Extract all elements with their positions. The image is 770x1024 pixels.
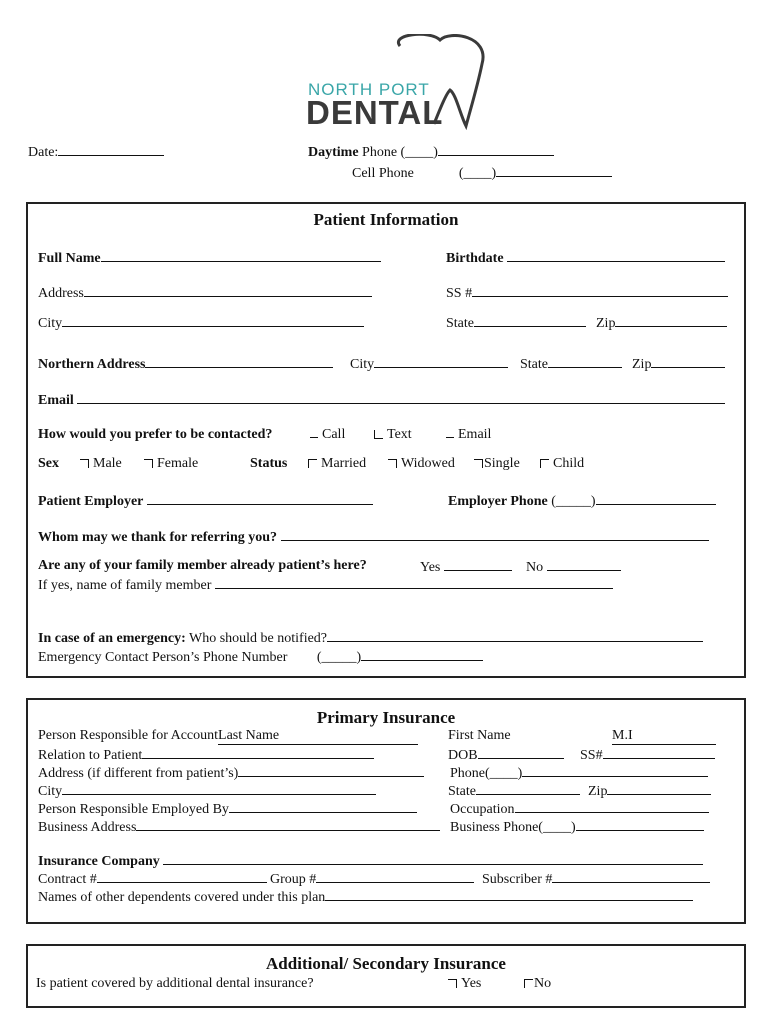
emergency-notify-field[interactable]: In case of an emergency: Who should be notified? xyxy=(38,629,703,647)
full-name-label: Full Name xyxy=(38,251,101,266)
phone-field[interactable]: Phone(____) xyxy=(450,764,708,782)
emergency-phone-field[interactable]: Emergency Contact Person’s Phone Number (_____) xyxy=(38,648,483,666)
contact-email-checkbox[interactable]: Email xyxy=(446,427,491,443)
primary-insurance-section xyxy=(26,698,746,924)
zip-label: Zip xyxy=(596,316,616,331)
primary-insurance-title: Primary Insurance xyxy=(316,708,456,727)
contact-call-checkbox[interactable]: Call xyxy=(310,427,345,443)
northern-city-field[interactable] xyxy=(350,355,508,373)
secondary-yes-checkbox[interactable]: Yes xyxy=(448,976,481,992)
status-married-checkbox[interactable]: Married xyxy=(308,456,366,472)
logo xyxy=(300,34,490,130)
group-field[interactable]: Group # xyxy=(270,870,474,888)
family-member-name-field[interactable] xyxy=(38,576,613,594)
emergency-phone-label: Emergency Contact Person’s Phone Number xyxy=(38,650,288,665)
insurance-zip-field[interactable]: Zip xyxy=(588,782,711,800)
northern-state-field[interactable] xyxy=(520,355,622,373)
zip-field[interactable] xyxy=(596,314,727,332)
northern-address-label: Northern Address xyxy=(38,357,146,372)
family-question: Are any of your family member already patient’s here? xyxy=(38,558,367,573)
dob-field[interactable]: DOB xyxy=(448,746,564,764)
status-widowed-checkbox[interactable]: Widowed xyxy=(388,456,455,472)
daytime-label: Daytime xyxy=(308,145,359,160)
state-label: State xyxy=(446,316,474,331)
email-label: Email xyxy=(38,393,74,408)
business-address-field[interactable]: Business Address xyxy=(38,818,440,836)
secondary-insurance-section xyxy=(26,944,746,1008)
status-label: Status xyxy=(250,456,288,471)
other-dependents-field[interactable]: Names of other dependents covered under this plan xyxy=(38,888,693,906)
logo-line1: NORTH PORT xyxy=(308,80,430,99)
cell-phone-label: Cell Phone xyxy=(352,166,414,181)
secondary-insurance-title: Additional/ Secondary Insurance xyxy=(266,954,506,973)
date-label: Date: xyxy=(28,145,59,160)
address-if-different-field[interactable]: Address (if different from patient’s) xyxy=(38,764,424,782)
contact-preference-question: How would you prefer to be contacted? xyxy=(38,427,273,442)
subscriber-field[interactable]: Subscriber # xyxy=(482,870,710,888)
contract-field[interactable]: Contract # xyxy=(38,870,267,888)
sex-male-checkbox[interactable]: Male xyxy=(80,456,122,472)
date-field[interactable] xyxy=(28,143,164,161)
patient-info-title: Patient Information xyxy=(313,210,459,229)
referral-label: Whom may we thank for referring you? xyxy=(38,530,278,545)
relation-field[interactable]: Relation to Patient xyxy=(38,746,374,764)
business-phone-field[interactable]: Business Phone(____) xyxy=(450,818,704,836)
secondary-no-checkbox[interactable]: No xyxy=(524,976,551,992)
sex-female-checkbox[interactable]: Female xyxy=(144,456,198,472)
status-child-checkbox[interactable]: Child xyxy=(540,456,584,472)
city-field[interactable] xyxy=(38,314,364,332)
responsible-last-name-field[interactable]: Person Responsible for AccountLast Name xyxy=(38,728,418,745)
insurance-company-field[interactable]: Insurance Company xyxy=(38,852,703,870)
insurance-city-field[interactable]: City xyxy=(38,782,376,800)
northern-zip-field[interactable] xyxy=(632,355,725,373)
family-no-field[interactable]: No xyxy=(526,558,621,576)
ss-number-field[interactable]: SS# xyxy=(580,746,715,764)
mi-field[interactable]: M.I xyxy=(612,728,716,745)
full-name-field[interactable] xyxy=(38,249,381,267)
northern-city-label: City xyxy=(350,357,375,372)
address-label: Address xyxy=(38,286,84,301)
employer-phone-field[interactable]: Employer Phone (_____) xyxy=(448,492,716,510)
email-field[interactable] xyxy=(38,391,725,409)
cell-phone-field[interactable] xyxy=(352,164,612,182)
northern-state-label: State xyxy=(520,357,548,372)
patient-employer-field[interactable] xyxy=(38,492,373,510)
daytime-phone-label: Phone (____) xyxy=(362,145,438,160)
city-label: City xyxy=(38,316,63,331)
insurance-state-field[interactable]: State xyxy=(448,782,580,800)
birthdate-label: Birthdate xyxy=(446,251,504,266)
status-single-checkbox[interactable]: Single xyxy=(474,456,520,472)
cell-phone-paren: (____) xyxy=(458,166,497,181)
employer-phone-label: Employer Phone xyxy=(448,494,548,509)
northern-zip-label: Zip xyxy=(632,357,652,372)
contact-text-checkbox[interactable]: Text xyxy=(374,427,412,443)
birthdate-field[interactable] xyxy=(446,249,725,267)
ss-field[interactable] xyxy=(446,284,728,302)
secondary-question: Is patient covered by additional dental insurance? xyxy=(36,976,314,991)
sex-label: Sex xyxy=(38,456,59,471)
daytime-phone-field[interactable] xyxy=(308,143,554,161)
northern-address-field[interactable] xyxy=(38,355,333,373)
employer-label: Patient Employer xyxy=(38,494,144,509)
first-name-field[interactable]: First Name xyxy=(448,728,511,743)
family-member-label: If yes, name of family member xyxy=(38,578,212,593)
patient-information-section xyxy=(26,202,746,678)
occupation-field[interactable]: Occupation xyxy=(450,800,709,818)
logo-line2: DENTAL xyxy=(306,94,444,131)
referral-field[interactable] xyxy=(38,528,709,546)
employed-by-field[interactable]: Person Responsible Employed By xyxy=(38,800,417,818)
ss-label: SS # xyxy=(446,286,473,301)
address-field[interactable] xyxy=(38,284,372,302)
family-yes-field[interactable]: Yes xyxy=(420,558,512,576)
state-field[interactable] xyxy=(446,314,586,332)
